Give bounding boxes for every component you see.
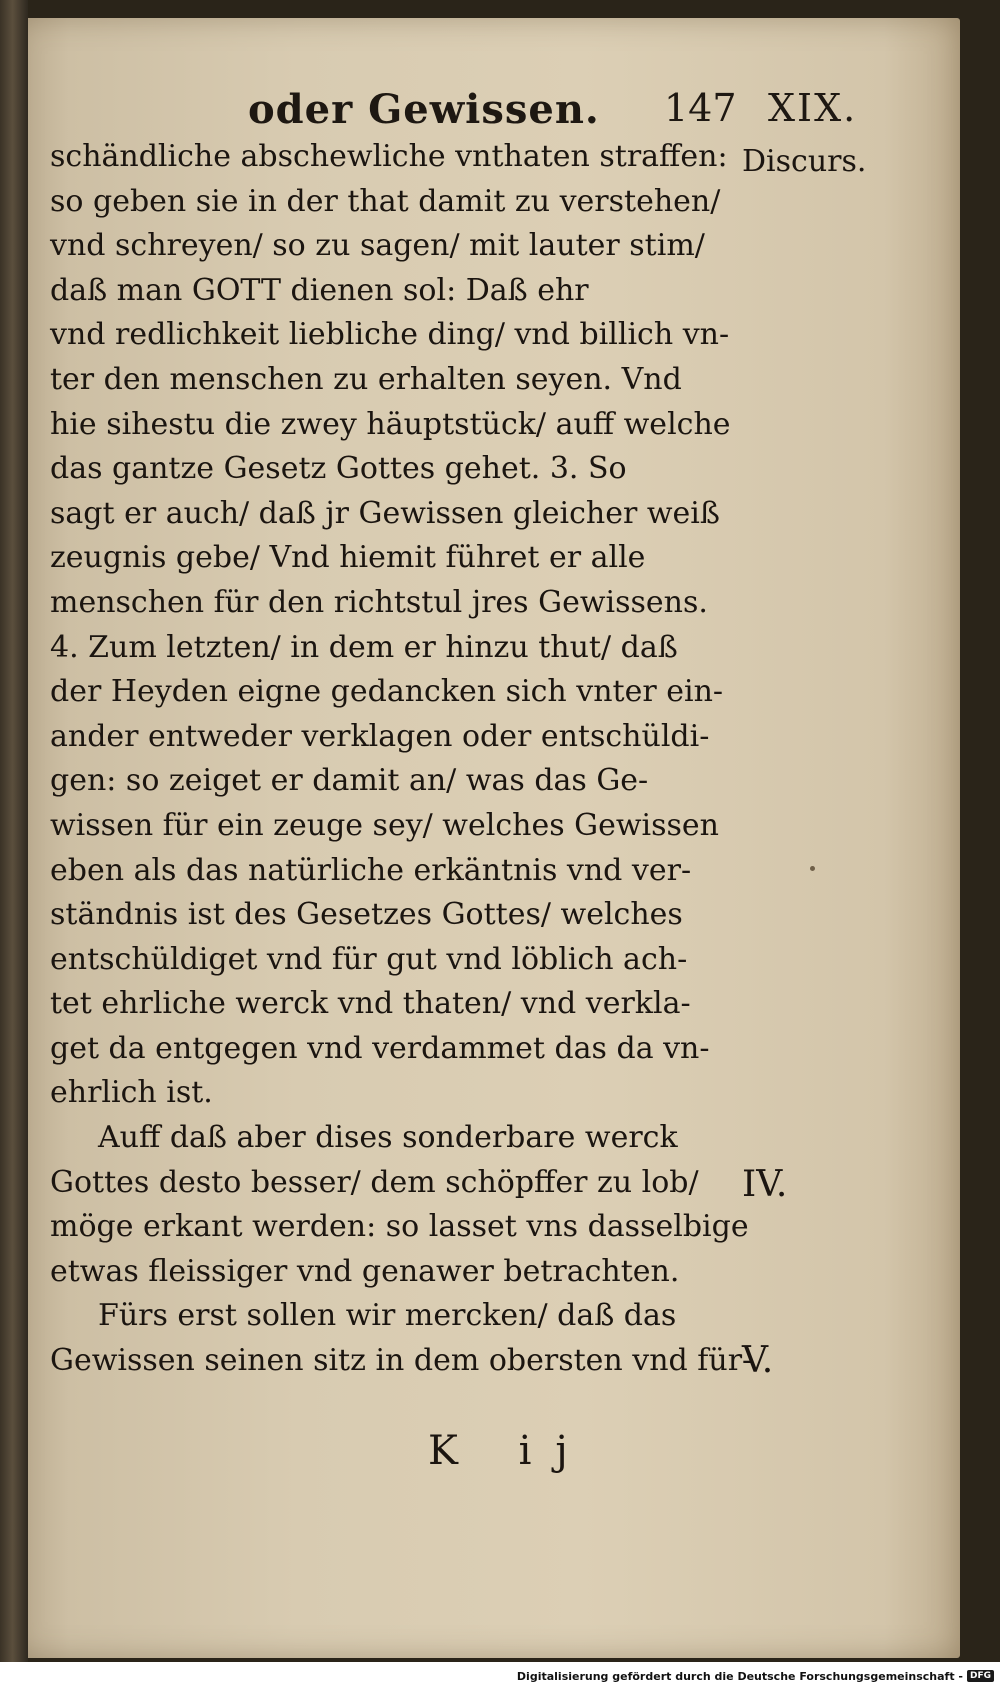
dfg-logo: DFG: [967, 1670, 994, 1682]
margin-note-discurs: Discurs.: [742, 144, 867, 179]
margin-note-section-iv: IV.: [742, 1164, 788, 1205]
footer-credit: [517, 1668, 994, 1684]
running-head: [0, 86, 1000, 136]
text-line: daß man GOTT dienen sol: Daß ehr: [50, 272, 589, 308]
text-line: ander entweder verklagen oder entschüldi-: [50, 718, 710, 754]
text-line: möge erkant werden: so lasset vns dasselbige: [50, 1209, 749, 1245]
page-number: 147: [664, 86, 737, 130]
text-line: ter den menschen zu erhalten seyen. Vnd: [50, 361, 682, 397]
paper-speck: [810, 866, 815, 871]
text-line: ehrlich ist.: [50, 1075, 213, 1111]
text-line: tet ehrliche werck vnd thaten/ vnd verkla-: [50, 986, 691, 1022]
book-binding-edge: [0, 0, 28, 1662]
body-text: [50, 135, 753, 1384]
discourse-number: XIX.: [768, 86, 858, 130]
text-line: gen: so zeiget er damit an/ was das Ge-: [50, 763, 649, 799]
text-line: entschüldiget vnd für gut vnd löblich ach-: [50, 941, 688, 977]
text-line: zeugnis gebe/ Vnd hiemit führet er alle: [50, 540, 646, 576]
signature-mark: K ij: [428, 1428, 592, 1474]
text-line: 4. Zum letzten/ in dem er hinzu thut/ daß: [50, 629, 678, 665]
text-line: wissen für ein zeuge sey/ welches Gewissen: [50, 807, 719, 843]
text-line: Fürs erst sollen wir mercken/ daß das: [98, 1298, 677, 1334]
text-line: Auff daß aber dises sonderbare werck: [98, 1120, 678, 1156]
text-line: etwas fleissiger vnd genawer betrachten.: [50, 1253, 680, 1289]
margin-note-section-v: V.: [742, 1340, 774, 1381]
text-line: Gewissen seinen sitz in dem obersten vnd für-: [50, 1343, 753, 1379]
text-line: Gottes desto besser/ dem schöpffer zu lob/: [50, 1164, 699, 1200]
text-line: get da entgegen vnd verdammet das da vn-: [50, 1030, 710, 1066]
footer-text: Digitalisierung gefördert durch die Deutsche Forschungsgemeinschaft -: [516, 1669, 963, 1683]
text-line: eben als das natürliche erkäntnis vnd ver-: [50, 852, 692, 888]
text-line: vnd redlichkeit liebliche ding/ vnd billich vn-: [50, 317, 730, 353]
text-line: sagt er auch/ daß jr Gewissen gleicher weiß: [50, 495, 720, 531]
running-head-title: oder Gewissen.: [248, 86, 600, 133]
text-line: menschen für den richtstul jres Gewissens.: [50, 584, 708, 620]
text-line: ständnis ist des Gesetzes Gottes/ welches: [50, 897, 683, 933]
text-line: hie sihestu die zwey häuptstück/ auff welche: [50, 406, 731, 442]
text-line: der Heyden eigne gedancken sich vnter ein-: [50, 674, 724, 710]
text-line: so geben sie in der that damit zu verstehen/: [50, 183, 721, 219]
text-line: schändliche abschewliche vnthaten straffen:: [50, 139, 728, 174]
text-line: das gantze Gesetz Gottes gehet. 3. So: [50, 451, 627, 487]
text-line: vnd schreyen/ so zu sagen/ mit lauter stim/: [50, 228, 705, 264]
